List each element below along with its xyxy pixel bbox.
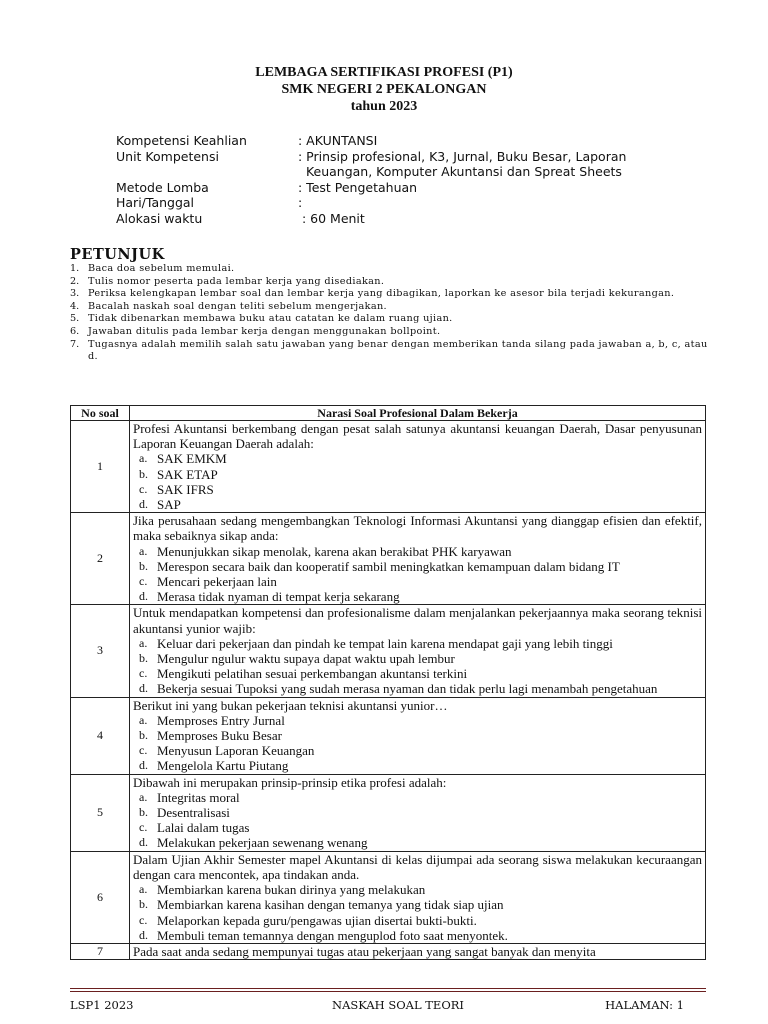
question-cell bbox=[130, 851, 706, 943]
instruction-number: 7. bbox=[70, 338, 80, 350]
answer-option bbox=[133, 574, 702, 589]
question-number: 4 bbox=[71, 697, 130, 774]
question-text: Jika perusahaan sedang mengembangkan Teknologi Informasi Akuntansi yang dianggap efisien dan efektif, maka sebaiknya sikap anda: bbox=[133, 513, 702, 544]
option-letter: b. bbox=[139, 728, 148, 743]
answer-option bbox=[133, 636, 702, 651]
option-letter: c. bbox=[139, 666, 148, 681]
option-text: SAP bbox=[157, 497, 181, 513]
answer-option bbox=[133, 882, 702, 897]
question-cell bbox=[130, 774, 706, 851]
option-text: SAK ETAP bbox=[157, 466, 218, 482]
option-letter: a. bbox=[139, 789, 148, 804]
question-number: 5 bbox=[71, 774, 130, 851]
answer-option bbox=[133, 805, 702, 820]
option-text: Mengulur ngulur waktu supaya dapat waktu upah lembur bbox=[157, 651, 455, 667]
instructions-title: PETUNJUK bbox=[70, 246, 165, 263]
question-text: Pada saat anda sedang mempunyai tugas atau pekerjaan yang sangat banyak dan menyita bbox=[133, 943, 596, 959]
option-letter: d. bbox=[139, 758, 148, 773]
instruction-item bbox=[70, 326, 710, 339]
answer-option bbox=[133, 897, 702, 912]
question-text: Untuk mendapatkan kompetensi dan profesionalisme dalam menjalankan pekerjaannya maka seorang teknisi akuntansi yunior wajib: bbox=[133, 605, 702, 636]
option-letter: c. bbox=[139, 912, 148, 927]
option-letter: a. bbox=[139, 635, 148, 650]
question-number: 3 bbox=[71, 605, 130, 697]
answer-option bbox=[133, 589, 702, 604]
option-letter: d. bbox=[139, 681, 148, 696]
instruction-item bbox=[70, 313, 710, 326]
question-row bbox=[71, 697, 706, 774]
column-header-no: No soal bbox=[71, 406, 130, 421]
option-text: SAK EMKM bbox=[157, 451, 227, 467]
question-cell bbox=[130, 697, 706, 774]
instruction-number: 4. bbox=[70, 300, 80, 312]
footer-page-number: HALAMAN: 1 bbox=[605, 998, 684, 1012]
exam-info-key: Alokasi waktu bbox=[116, 210, 203, 226]
answer-option bbox=[133, 820, 702, 835]
question-text: Berikut ini yang bukan pekerjaan teknisi akuntansi yunior… bbox=[133, 697, 448, 713]
exam-info-value: : bbox=[298, 195, 303, 210]
option-text: Bekerja sesuai Tupoksi yang sudah merasa nyaman dan tidak perlu lagi menambah pengetahuan bbox=[157, 681, 658, 697]
instruction-item bbox=[70, 263, 710, 276]
exam-info-key: Metode Lomba bbox=[116, 179, 209, 195]
exam-info-value: : AKUNTANSI bbox=[298, 133, 378, 148]
question-row bbox=[71, 774, 706, 851]
instruction-text: Tugasnya adalah memilih salah satu jawaban yang benar dengan memberikan tanda silang pada jawaban a, b, c, atau d. bbox=[88, 338, 708, 363]
option-letter: a. bbox=[139, 543, 148, 558]
answer-options bbox=[133, 790, 702, 851]
instruction-text: Tulis nomor peserta pada lembar kerja yang disediakan. bbox=[88, 275, 385, 287]
question-cell bbox=[130, 421, 706, 513]
exam-year: tahun 2023 bbox=[350, 99, 418, 114]
question-row bbox=[71, 513, 706, 605]
option-letter: d. bbox=[139, 589, 148, 604]
option-text: Melaporkan kepada guru/pengawas ujian disertai bukti-bukti. bbox=[157, 912, 477, 928]
option-text: Membiarkan karena bukan dirinya yang melakukan bbox=[157, 882, 426, 898]
option-letter: b. bbox=[139, 897, 148, 912]
question-row bbox=[71, 851, 706, 943]
answer-option bbox=[133, 743, 702, 758]
instruction-number: 3. bbox=[70, 288, 80, 300]
instruction-number: 5. bbox=[70, 313, 80, 325]
answer-option bbox=[133, 790, 702, 805]
instruction-text: Tidak dibenarkan membawa buku atau catatan ke dalam ruang ujian. bbox=[88, 313, 453, 325]
answer-option bbox=[133, 482, 702, 497]
question-table bbox=[70, 405, 706, 960]
answer-option bbox=[133, 497, 702, 512]
answer-options bbox=[133, 882, 702, 943]
question-cell bbox=[130, 943, 706, 959]
instructions-list bbox=[70, 263, 710, 364]
option-text: Mengikuti pelatihan sesuai perkembangan akuntansi terkini bbox=[157, 666, 468, 682]
question-number: 7 bbox=[71, 943, 130, 959]
option-text: Membuli teman temannya dengan menguplod foto saat menyontek. bbox=[157, 927, 508, 943]
option-letter: a. bbox=[139, 712, 148, 727]
page-footer bbox=[70, 988, 706, 1018]
question-cell bbox=[130, 605, 706, 697]
answer-option bbox=[133, 835, 702, 850]
answer-option bbox=[133, 728, 702, 743]
school-name: SMK NEGERI 2 PEKALONGAN bbox=[281, 82, 487, 97]
exam-info-key: Hari/Tanggal bbox=[116, 195, 195, 210]
instruction-item bbox=[70, 301, 710, 314]
exam-info-row bbox=[116, 164, 658, 180]
option-text: Lalai dalam tugas bbox=[157, 820, 250, 836]
option-letter: a. bbox=[139, 451, 148, 466]
instruction-item bbox=[70, 276, 710, 289]
option-text: Mengelola Kartu Piutang bbox=[157, 758, 289, 774]
answer-options bbox=[133, 636, 702, 697]
question-cell bbox=[130, 513, 706, 605]
answer-option bbox=[133, 681, 702, 696]
instruction-item bbox=[70, 339, 710, 364]
instruction-number: 1. bbox=[70, 263, 80, 274]
option-text: Desentralisasi bbox=[157, 805, 230, 821]
answer-option bbox=[133, 451, 702, 466]
question-text: Profesi Akuntansi berkembang dengan pesat salah satunya akuntansi keuangan Daerah, Dasar penyusunan Laporan Keuangan Daerah adalah: bbox=[133, 421, 702, 452]
exam-info-row bbox=[116, 211, 658, 227]
option-letter: d. bbox=[139, 497, 148, 512]
answer-options bbox=[133, 544, 702, 605]
exam-info-value: : Prinsip profesional, K3, Jurnal, Buku Besar, Laporan bbox=[298, 148, 627, 164]
answer-option bbox=[133, 713, 702, 728]
option-letter: c. bbox=[139, 743, 148, 758]
option-text: Memproses Buku Besar bbox=[157, 728, 282, 744]
option-letter: b. bbox=[139, 558, 148, 573]
institution-title: LEMBAGA SERTIFIKASI PROFESI (P1) bbox=[255, 65, 513, 80]
footer-left: LSP1 2023 bbox=[70, 998, 134, 1012]
question-row bbox=[71, 605, 706, 697]
exam-info-key bbox=[116, 164, 298, 180]
footer-center: NASKAH SOAL TEORI bbox=[332, 998, 464, 1012]
option-text: Integritas moral bbox=[157, 789, 240, 805]
question-row bbox=[71, 421, 706, 513]
answer-option bbox=[133, 913, 702, 928]
answer-options bbox=[133, 713, 702, 774]
document-header bbox=[0, 64, 768, 115]
instruction-item bbox=[70, 288, 710, 301]
instruction-text: Baca doa sebelum memulai. bbox=[88, 263, 235, 274]
option-letter: c. bbox=[139, 481, 148, 496]
exam-info bbox=[116, 133, 658, 226]
option-text: Menyusun Laporan Keuangan bbox=[157, 743, 315, 759]
answer-option bbox=[133, 544, 702, 559]
question-text: Dibawah ini merupakan prinsip-prinsip etika profesi adalah: bbox=[133, 774, 447, 790]
option-text: Keluar dari pekerjaan dan pindah ke tempat lain karena mendapat gaji yang lebih tinggi bbox=[157, 635, 613, 651]
answer-option bbox=[133, 666, 702, 681]
instruction-number: 2. bbox=[70, 275, 80, 287]
instruction-text: Periksa kelengkapan lembar soal dan lembar kerja yang dibagikan, laporkan ke asesor bila terjadi kekurangan. bbox=[88, 288, 675, 300]
answer-option bbox=[133, 651, 702, 666]
exam-info-row bbox=[116, 149, 658, 165]
option-text: Membiarkan karena kasihan dengan temanya yang tidak siap ujian bbox=[157, 897, 504, 913]
question-number: 2 bbox=[71, 513, 130, 605]
option-text: Memproses Entry Jurnal bbox=[157, 712, 285, 728]
answer-option bbox=[133, 928, 702, 943]
option-letter: d. bbox=[139, 927, 148, 942]
option-text: Merasa tidak nyaman di tempat kerja sekarang bbox=[157, 589, 400, 605]
option-letter: c. bbox=[139, 820, 148, 835]
option-letter: b. bbox=[139, 805, 148, 820]
question-number: 1 bbox=[71, 421, 130, 513]
exam-info-row bbox=[116, 133, 658, 149]
answer-option bbox=[133, 559, 702, 574]
option-text: SAK IFRS bbox=[157, 481, 214, 497]
answer-options bbox=[133, 451, 702, 512]
exam-info-key: Unit Kompetensi bbox=[116, 148, 219, 164]
exam-info-row bbox=[116, 180, 658, 196]
option-text: Melakukan pekerjaan sewenang wenang bbox=[157, 835, 368, 851]
question-number: 6 bbox=[71, 851, 130, 943]
question-row bbox=[71, 943, 706, 959]
exam-info-value: : Test Pengetahuan bbox=[298, 179, 418, 195]
exam-info-row bbox=[116, 195, 658, 211]
answer-option bbox=[133, 467, 702, 482]
option-text: Menunjukkan sikap menolak, karena akan berakibat PHK karyawan bbox=[157, 543, 512, 559]
answer-option bbox=[133, 758, 702, 773]
instruction-text: Jawaban ditulis pada lembar kerja dengan menggunakan bollpoint. bbox=[88, 325, 441, 337]
column-header-narrative: Narasi Soal Profesional Dalam Bekerja bbox=[130, 406, 706, 421]
option-text: Mencari pekerjaan lain bbox=[157, 574, 277, 590]
question-text: Dalam Ujian Akhir Semester mapel Akuntansi di kelas dijumpai ada seorang siswa melakukan kecuraangan dengan cara mencontek, apa tindakan anda. bbox=[133, 851, 702, 882]
option-letter: c. bbox=[139, 574, 148, 589]
footer-rule-thin bbox=[70, 991, 706, 992]
exam-info-value: : 60 Menit bbox=[298, 210, 365, 226]
instruction-number: 6. bbox=[70, 325, 80, 337]
option-letter: b. bbox=[139, 651, 148, 666]
exam-info-value: Keuangan, Komputer Akuntansi dan Spreat Sheets bbox=[298, 164, 622, 179]
option-letter: d. bbox=[139, 835, 148, 850]
footer-rule bbox=[70, 988, 706, 989]
exam-info-key: Kompetensi Keahlian bbox=[116, 133, 247, 148]
option-text: Merespon secara baik dan kooperatif sambil meningkatkan kemampuan dalam bidang IT bbox=[157, 558, 620, 574]
option-letter: a. bbox=[139, 882, 148, 897]
option-letter: b. bbox=[139, 466, 148, 481]
instruction-text: Bacalah naskah soal dengan teliti sebelum mengerjakan. bbox=[88, 300, 387, 312]
